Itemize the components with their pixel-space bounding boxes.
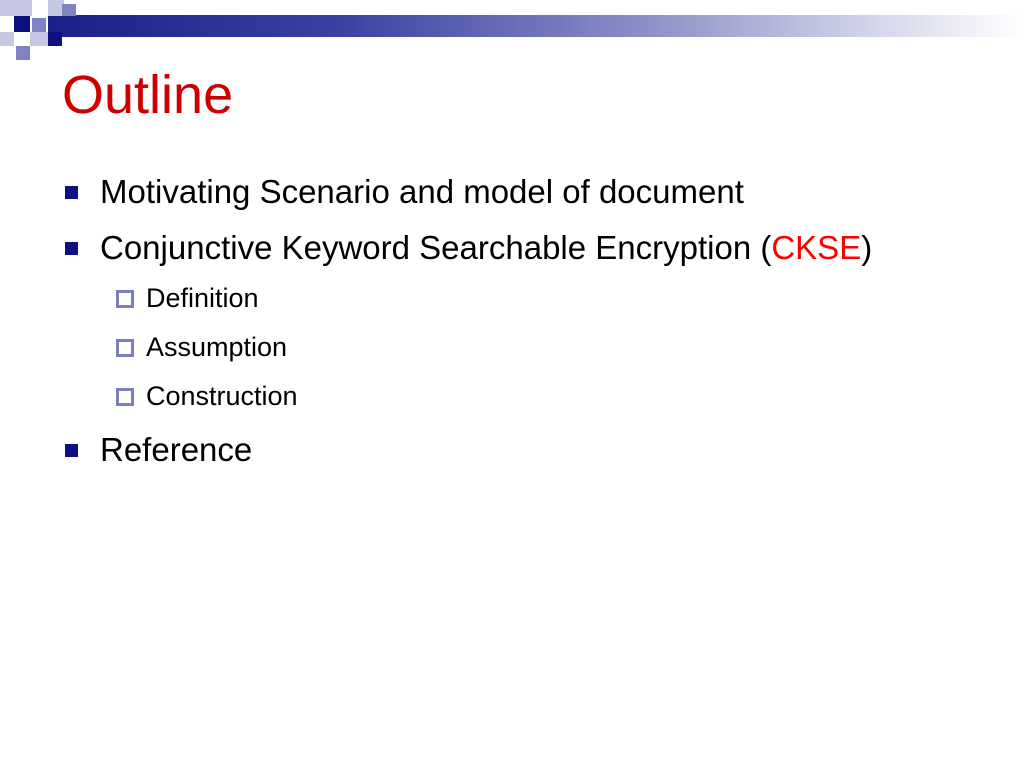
closing-paren: ) (861, 229, 873, 266)
outline-item-motivating-scenario (62, 170, 962, 214)
deco-square (32, 18, 46, 32)
subitem-assumption (100, 327, 962, 367)
subitem-construction (100, 376, 962, 416)
outline-item-ckse (62, 226, 962, 416)
outline-item-reference (62, 428, 962, 472)
outline-item-label: Conjunctive Keyword Searchable Encryption ( (100, 229, 772, 266)
subitem-label: Assumption (146, 332, 288, 362)
subitem-label: Definition (146, 283, 259, 313)
deco-square (14, 16, 30, 32)
slide-title: Outline (62, 65, 234, 125)
deco-square (30, 32, 48, 46)
deco-square (0, 0, 32, 16)
ckse-subtopics (100, 278, 962, 416)
outline-item-label: Motivating Scenario and model of document (100, 173, 744, 210)
subitem-label: Construction (146, 381, 298, 411)
ckse-acronym: CKSE (771, 229, 862, 266)
filled-square-icon (65, 186, 78, 199)
hollow-square-icon (116, 290, 134, 308)
outline-list (62, 170, 962, 484)
filled-square-icon (65, 444, 78, 457)
deco-square (16, 46, 30, 60)
deco-square (62, 4, 76, 16)
subitem-definition (100, 278, 962, 318)
filled-square-icon (65, 242, 78, 255)
hollow-square-icon (116, 339, 134, 357)
hollow-square-icon (116, 388, 134, 406)
top-banner (48, 15, 1024, 37)
deco-square (0, 32, 14, 46)
deco-square (48, 32, 62, 46)
outline-item-label: Reference (100, 431, 253, 468)
corner-squares-decoration (0, 0, 80, 64)
